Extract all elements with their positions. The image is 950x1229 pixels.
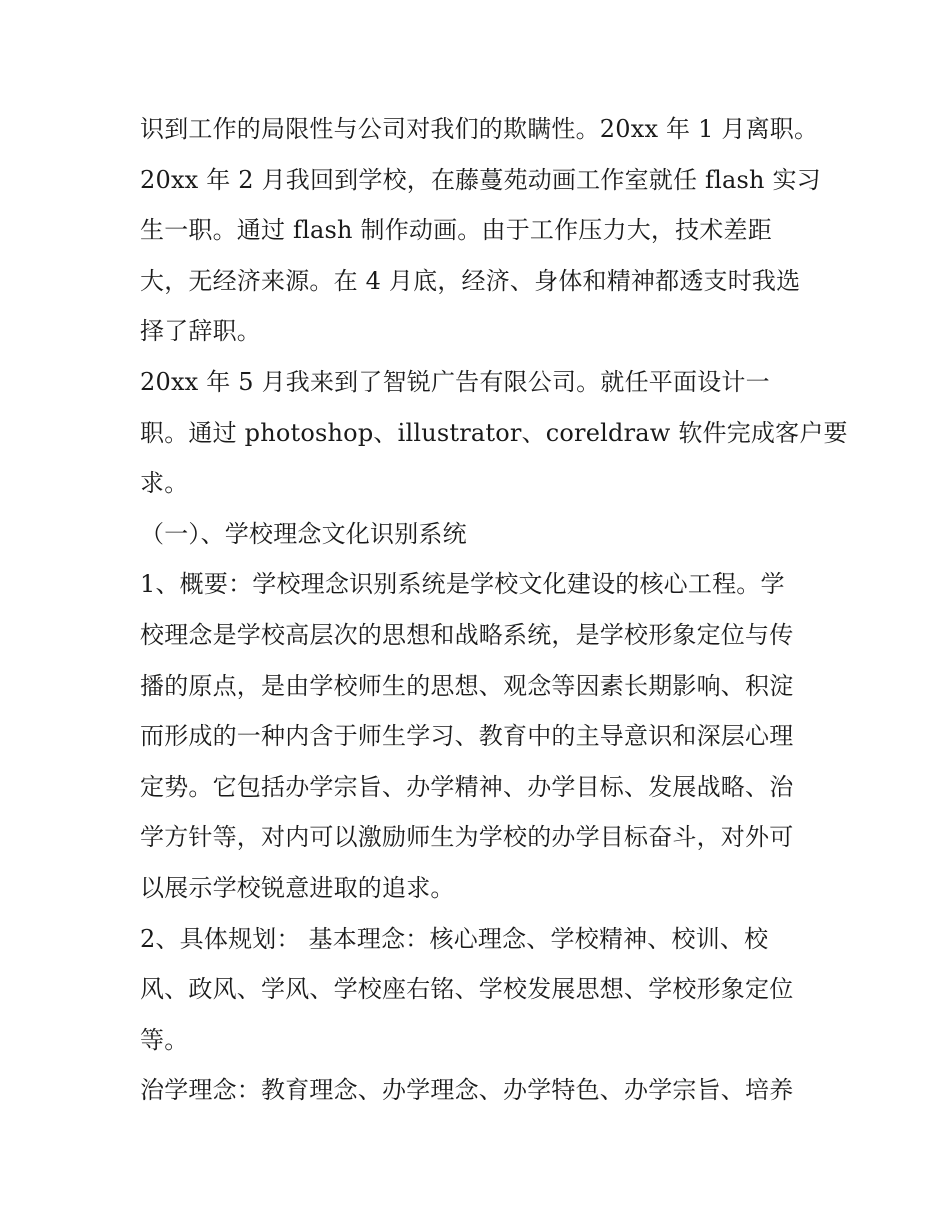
text-line: 而形成的一种内含于师生学习、教育中的主导意识和深层心理: [140, 722, 794, 751]
text-line: 等。: [140, 1025, 189, 1054]
section-heading: （一）、学校理念文化识别系统: [140, 519, 467, 548]
text-line: 定势。它包括办学宗旨、办学精神、办学目标、发展战略、治: [140, 772, 794, 801]
text-line: 生一职。通过 flash 制作动画。由于工作压力大，技术差距: [140, 216, 772, 245]
text-line: 校理念是学校高层次的思想和战略系统，是学校形象定位与传: [140, 620, 794, 649]
text-line: 风、政风、学风、学校座右铭、学校发展思想、学校形象定位: [140, 975, 794, 1004]
text-line: 大，无经济来源。在 4 月底，经济、身体和精神都透支时我选: [140, 266, 801, 295]
text-line: 以展示学校锐意进取的追求。: [140, 873, 455, 902]
text-line: 职。通过 photoshop、illustrator、coreldraw 软件完成客户要: [140, 418, 848, 447]
text-line: 播的原点，是由学校师生的思想、观念等因素长期影响、积淀: [140, 671, 794, 700]
text-line: 求。: [140, 469, 189, 498]
text-line: 1、概要：学校理念识别系统是学校文化建设的核心工程。学: [140, 570, 785, 599]
text-line: 2、具体规划： 基本理念：核心理念、学校精神、校训、校: [140, 924, 769, 953]
text-line: 择了辞职。: [140, 317, 261, 346]
text-line: 学方针等，对内可以激励师生为学校的办学目标奋斗，对外可: [140, 823, 794, 852]
text-line: 20xx 年 2 月我回到学校，在藤蔓苑动画工作室就任 flash 实习: [140, 165, 821, 194]
text-line: 治学理念：教育理念、办学理念、办学特色、办学宗旨、培养: [140, 1076, 794, 1105]
document-body: [140, 104, 848, 1116]
text-line: 识到工作的局限性与公司对我们的欺瞒性。20xx 年 1 月离职。: [140, 115, 819, 143]
text-line: 20xx 年 5 月我来到了智锐广告有限公司。就任平面设计一: [140, 367, 770, 396]
